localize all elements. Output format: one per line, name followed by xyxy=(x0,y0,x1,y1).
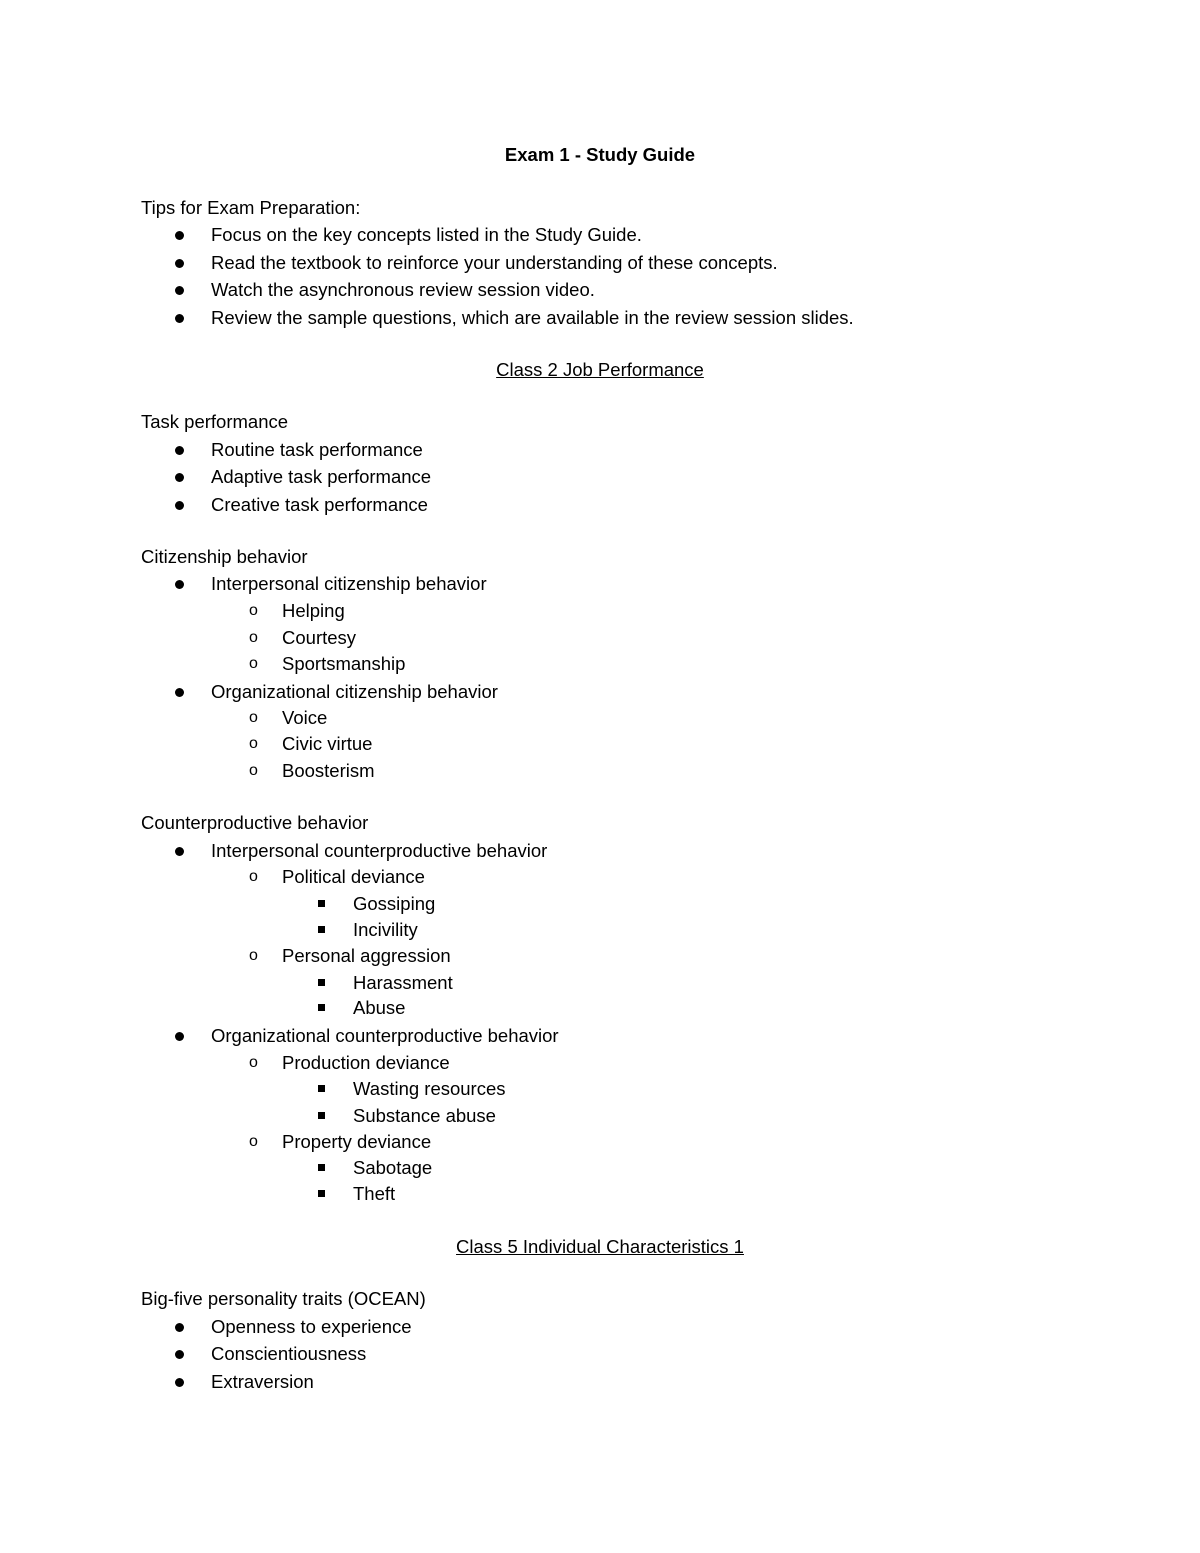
bullet-icon xyxy=(175,1323,184,1332)
list-item: Substance abuse xyxy=(353,1105,496,1126)
square-bullet-icon xyxy=(318,1190,325,1197)
bullet-icon xyxy=(175,231,184,240)
square-bullet-icon xyxy=(318,1085,325,1092)
circle-bullet-icon: o xyxy=(249,762,258,779)
bullet-icon xyxy=(175,446,184,455)
circle-bullet-icon: o xyxy=(249,1054,258,1071)
square-bullet-icon xyxy=(318,900,325,907)
subsection-heading-bigfive: Big-five personality traits (OCEAN) xyxy=(141,1288,426,1309)
bullet-icon xyxy=(175,501,184,510)
list-item: Political deviance xyxy=(282,866,425,887)
square-bullet-icon xyxy=(318,1164,325,1171)
list-item: Voice xyxy=(282,707,328,728)
list-item: Extraversion xyxy=(211,1371,314,1392)
list-item: Wasting resources xyxy=(353,1078,506,1099)
circle-bullet-icon: o xyxy=(249,868,258,885)
square-bullet-icon xyxy=(318,1004,325,1011)
bullet-icon xyxy=(175,286,184,295)
list-item: Civic virtue xyxy=(282,733,373,754)
bullet-icon xyxy=(175,1378,184,1387)
bullet-icon xyxy=(175,1032,184,1041)
square-bullet-icon xyxy=(318,926,325,933)
list-item: Courtesy xyxy=(282,627,357,648)
subsection-heading-counterproductive: Counterproductive behavior xyxy=(141,812,369,833)
bullet-icon xyxy=(175,259,184,268)
document-title: Exam 1 - Study Guide xyxy=(504,144,696,165)
list-item: Property deviance xyxy=(282,1131,432,1152)
list-item: Openness to experience xyxy=(211,1316,412,1337)
list-item: Organizational citizenship behavior xyxy=(211,681,498,702)
bullet-icon xyxy=(175,847,184,856)
subsection-heading-citizenship: Citizenship behavior xyxy=(141,546,308,567)
list-item: Personal aggression xyxy=(282,945,451,966)
list-item: Organizational counterproductive behavior xyxy=(211,1025,559,1046)
tip-item: Watch the asynchronous review session video. xyxy=(211,279,595,300)
bullet-icon xyxy=(175,688,184,697)
list-item: Boosterism xyxy=(282,760,375,781)
list-item: Helping xyxy=(282,600,345,621)
tip-item: Review the sample questions, which are available in the review session slides. xyxy=(211,307,854,328)
circle-bullet-icon: o xyxy=(249,1133,258,1150)
list-item: Creative task performance xyxy=(211,494,428,515)
tips-heading: Tips for Exam Preparation: xyxy=(141,197,361,218)
square-bullet-icon xyxy=(318,1112,325,1119)
list-item: Interpersonal counterproductive behavior xyxy=(211,840,548,861)
list-item: Abuse xyxy=(353,997,406,1018)
tip-item: Read the textbook to reinforce your understanding of these concepts. xyxy=(211,252,778,273)
list-item: Conscientiousness xyxy=(211,1343,367,1364)
list-item: Adaptive task performance xyxy=(211,466,432,487)
list-item: Routine task performance xyxy=(211,439,423,460)
tip-item: Focus on the key concepts listed in the Study Guide. xyxy=(211,224,642,245)
circle-bullet-icon: o xyxy=(249,602,258,619)
circle-bullet-icon: o xyxy=(249,629,258,646)
circle-bullet-icon: o xyxy=(249,947,258,964)
circle-bullet-icon: o xyxy=(249,655,258,672)
list-item: Sabotage xyxy=(353,1157,433,1178)
list-item: Sportsmanship xyxy=(282,653,406,674)
section-heading-class5: Class 5 Individual Characteristics 1 xyxy=(456,1236,744,1257)
list-item: Interpersonal citizenship behavior xyxy=(211,573,487,594)
bullet-icon xyxy=(175,1350,184,1359)
section-heading-class2: Class 2 Job Performance xyxy=(496,359,704,380)
list-item: Gossiping xyxy=(353,893,436,914)
bullet-icon xyxy=(175,314,184,323)
square-bullet-icon xyxy=(318,979,325,986)
subsection-heading-task: Task performance xyxy=(141,411,289,432)
circle-bullet-icon: o xyxy=(249,735,258,752)
list-item: Harassment xyxy=(353,972,453,993)
list-item: Incivility xyxy=(353,919,418,940)
list-item: Theft xyxy=(353,1183,396,1204)
list-item: Production deviance xyxy=(282,1052,450,1073)
bullet-icon xyxy=(175,580,184,589)
bullet-icon xyxy=(175,473,184,482)
circle-bullet-icon: o xyxy=(249,709,258,726)
